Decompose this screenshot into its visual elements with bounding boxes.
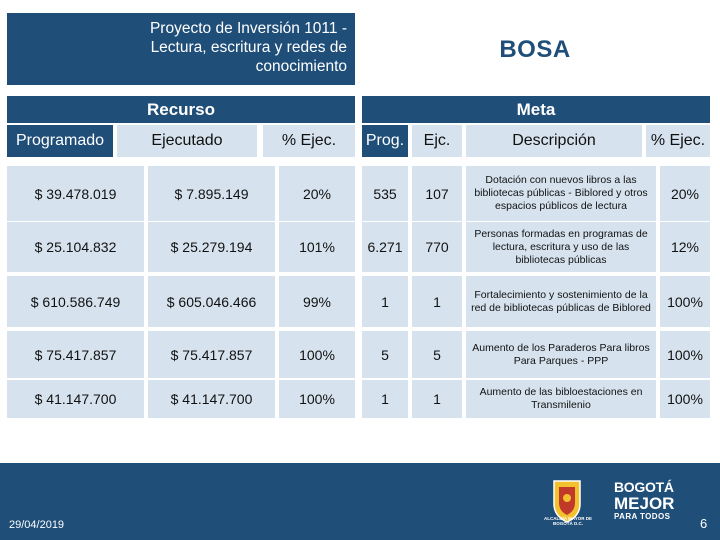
column-header-ejecutado: Ejecutado — [117, 125, 257, 157]
cell-prog: 5 — [362, 331, 408, 378]
column-header-prog: Prog. — [362, 125, 408, 157]
project-title — [7, 13, 355, 85]
location-label: BOSA — [499, 36, 571, 63]
logo-line-3: PARA TODOS — [614, 512, 671, 521]
cell-programado: $ 610.586.749 — [7, 276, 144, 327]
cell-pct-meta: 100% — [660, 276, 710, 327]
cell-ejc: 107 — [412, 166, 462, 221]
project-title-line-2: Lectura, escritura y redes de — [150, 39, 347, 56]
cell-pct-recurso: 99% — [279, 276, 355, 327]
group-header-recurso: Recurso — [7, 96, 355, 123]
cell-pct-meta: 100% — [660, 331, 710, 378]
cell-prog: 1 — [362, 380, 408, 418]
cell-pct-recurso: 20% — [279, 166, 355, 221]
column-header-descripcion: Descripción — [466, 125, 642, 157]
cell-pct-meta: 100% — [660, 380, 710, 418]
cell-pct-meta: 20% — [660, 166, 710, 221]
logo-line-2: MEJOR — [614, 494, 675, 513]
cell-descripcion: Aumento de los Paraderos Para libros Para Parques - PPP — [466, 331, 656, 378]
cell-pct-meta: 12% — [660, 222, 710, 272]
column-header-pct-ejec-recurso: % Ejec. — [263, 125, 355, 157]
group-header-meta: Meta — [362, 96, 710, 123]
project-title-line-3: conocimiento — [255, 58, 347, 75]
cell-descripcion: Fortalecimiento y sostenimiento de la red de bibliotecas públicas de Biblored — [466, 276, 656, 327]
cell-programado: $ 75.417.857 — [7, 331, 144, 378]
cell-pct-recurso: 100% — [279, 380, 355, 418]
cell-programado: $ 41.147.700 — [7, 380, 144, 418]
column-header-programado: Programado — [7, 125, 113, 157]
cell-descripcion: Personas formadas en programas de lectura, escritura y uso de las bibliotecas públicas — [466, 222, 656, 272]
cell-descripcion: Aumento de las bibloestaciones en Transmilenio — [466, 380, 656, 418]
cell-ejc: 1 — [412, 380, 462, 418]
cell-pct-recurso: 101% — [279, 222, 355, 272]
cell-descripcion: Dotación con nuevos libros a las bibliotecas públicas - Biblored y otros espacios públicos de lectura — [466, 166, 656, 221]
crest-caption: ALCALDÍA MAYOR DE BOGOTÁ D.C. — [544, 516, 592, 526]
cell-ejc: 5 — [412, 331, 462, 378]
page-number: 6 — [700, 516, 708, 531]
cell-pct-recurso: 100% — [279, 331, 355, 378]
cell-ejecutado: $ 41.147.700 — [148, 380, 275, 418]
bogota-mejor-logo — [614, 480, 688, 526]
cell-prog: 6.271 — [362, 222, 408, 272]
logo-line-1: BOGOTÁ — [614, 479, 674, 495]
cell-ejecutado: $ 75.417.857 — [148, 331, 275, 378]
cell-ejecutado: $ 25.279.194 — [148, 222, 275, 272]
cell-programado: $ 39.478.019 — [7, 166, 144, 221]
column-header-pct-ejec-meta: % Ejec. — [646, 125, 710, 157]
footer-date: 29/04/2019 — [9, 519, 65, 531]
cell-prog: 535 — [362, 166, 408, 221]
cell-ejecutado: $ 605.046.466 — [148, 276, 275, 327]
cell-prog: 1 — [362, 276, 408, 327]
cell-ejecutado: $ 7.895.149 — [148, 166, 275, 221]
cell-programado: $ 25.104.832 — [7, 222, 144, 272]
cell-ejc: 770 — [412, 222, 462, 272]
cell-ejc: 1 — [412, 276, 462, 327]
project-title-line-1: Proyecto de Inversión 1011 - — [149, 20, 347, 37]
column-header-ejc: Ejc. — [412, 125, 462, 157]
footer-bar — [0, 463, 720, 540]
